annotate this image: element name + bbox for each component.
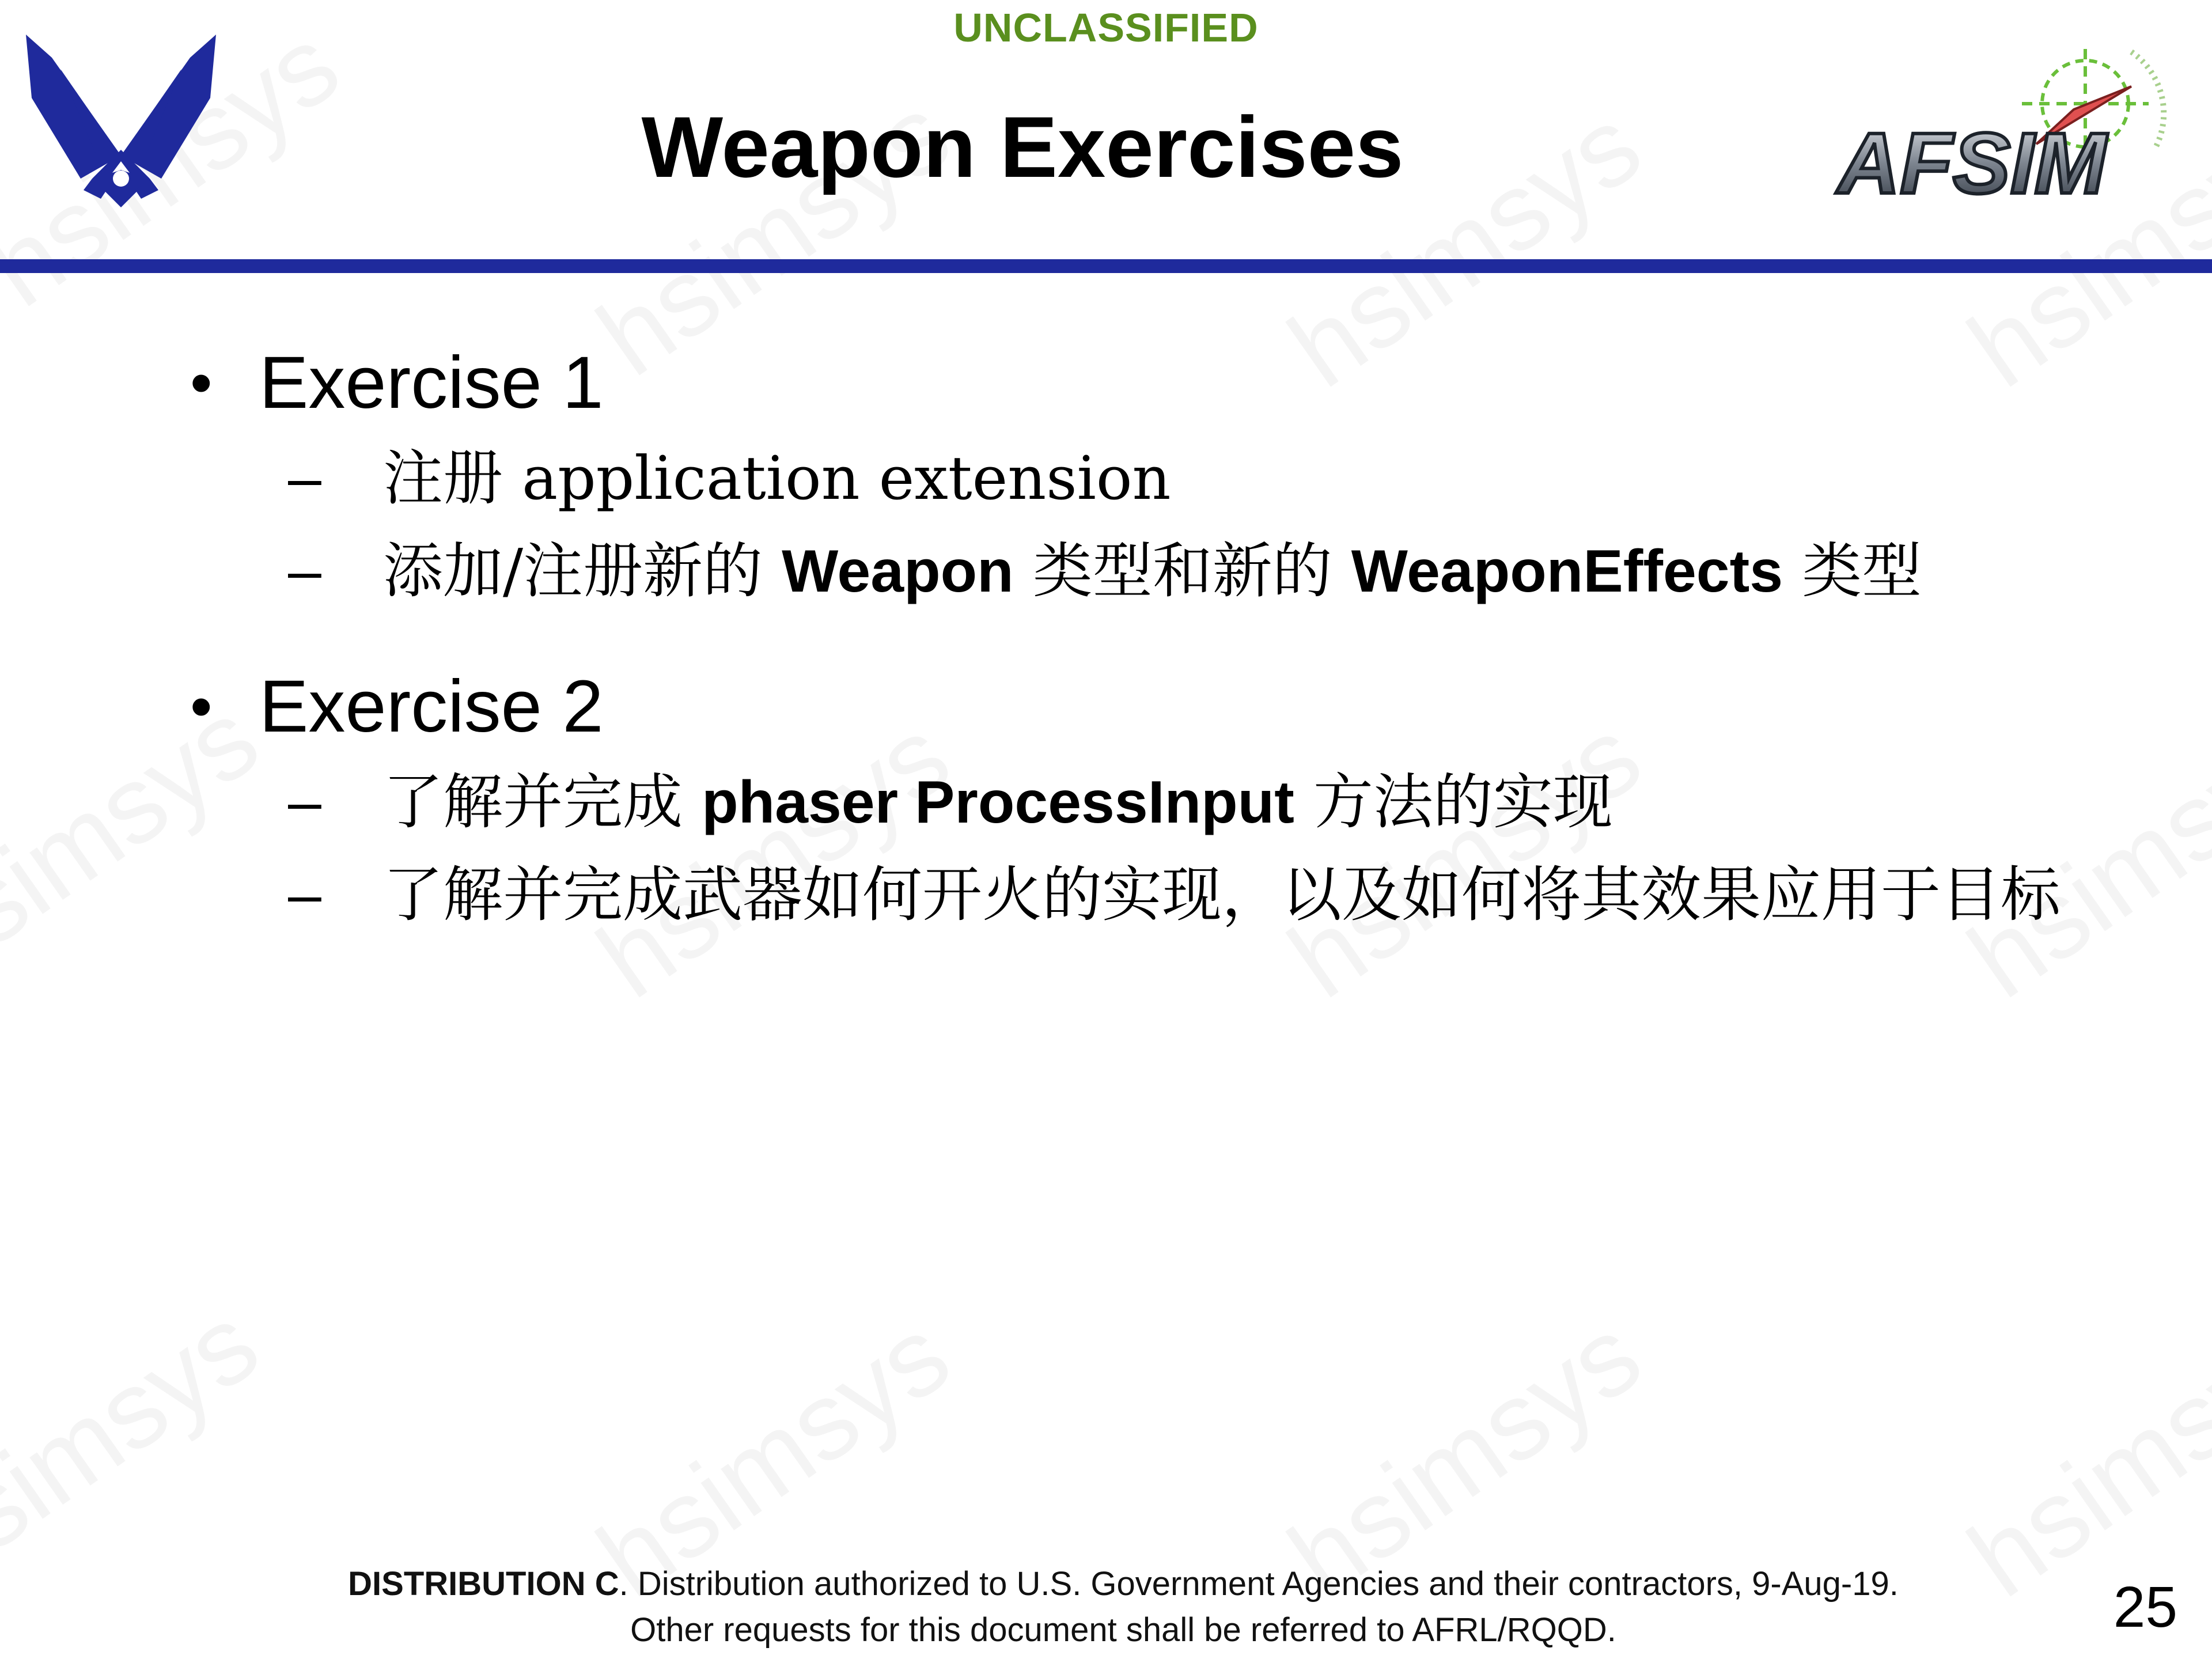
bullet-label: Exercise 1: [259, 342, 604, 424]
distribution-line-2: Other requests for this document shall be referred to AFRL/RQQD.: [630, 1611, 1616, 1649]
sub-bullet-item: [190, 525, 2120, 618]
afsim-logo-text: AFSIM: [1838, 115, 2107, 211]
sub-bullet-text: application extension: [522, 443, 1171, 513]
slide-title: Weapon Exercises: [641, 99, 1404, 195]
bullet-dot-icon: •: [190, 347, 213, 418]
bullet-item: [190, 334, 2120, 432]
header-rule: [0, 259, 2212, 273]
dash-icon: –: [288, 768, 321, 835]
sub-bullet-text: Weapon: [782, 538, 1014, 605]
sub-bullet-text: 了解并完成武器如何开火的实现，以及如何将其效果应用于目标: [383, 859, 2061, 930]
sub-bullet-item: [190, 756, 2120, 849]
slide-content: [190, 323, 2120, 941]
dash-icon: –: [288, 861, 321, 928]
sub-bullet-text: 了解并完成: [383, 767, 702, 837]
afsim-logo-icon: [1832, 46, 2177, 213]
distribution-label: DISTRIBUTION C: [348, 1565, 619, 1603]
sub-bullet-text: 类型和新的: [1013, 536, 1351, 606]
bullet-dot-icon: •: [190, 671, 213, 742]
sub-bullet-text: 方法的实现: [1294, 767, 1613, 837]
dash-icon: –: [288, 445, 321, 512]
distribution-line-1: . Distribution authorized to U.S. Government Agencies and their contractors, 9-Aug-19.: [619, 1565, 1899, 1603]
sub-bullet-text: 注册: [383, 443, 522, 513]
sub-bullet-item: [190, 432, 2120, 525]
sub-bullet-item: [190, 849, 2120, 941]
sub-bullet-text: 类型: [1783, 536, 1922, 606]
classification-banner: UNCLASSIFIED: [953, 5, 1259, 50]
bullet-item: [190, 658, 2120, 756]
dash-icon: –: [288, 537, 321, 604]
distribution-statement: [0, 1561, 2212, 1653]
sub-bullet-text: 添加/注册新的: [383, 536, 782, 606]
sub-bullet-text: phaser ProcessInput: [702, 769, 1294, 836]
page-number: 25: [2113, 1575, 2177, 1639]
bullet-label: Exercise 2: [259, 665, 604, 748]
sub-bullet-text: WeaponEffects: [1351, 538, 1783, 605]
